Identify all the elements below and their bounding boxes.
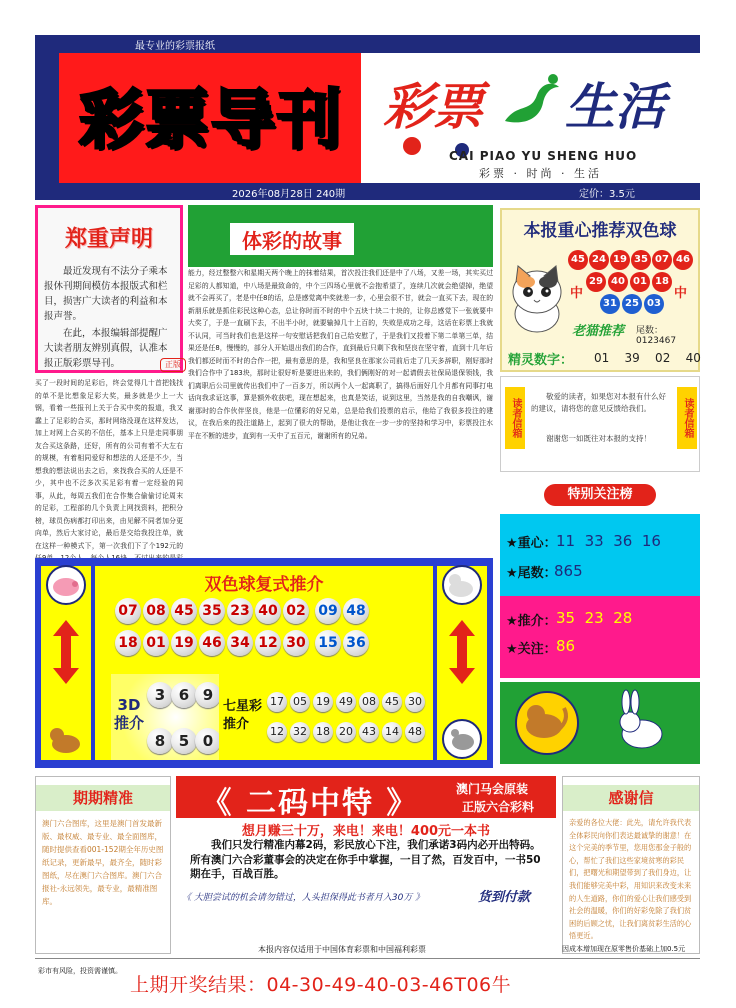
recommend-blue-ball: 25 xyxy=(622,294,642,314)
compound-blue-ball: 36 xyxy=(343,630,369,656)
compound-red-ball: 18 xyxy=(115,630,141,656)
spirit-nums: 01 39 02 40 xyxy=(594,351,701,365)
ad-footer: 《 大胆尝试的机会请勿错过，人头担保得此书者月入30万 》 xyxy=(182,893,425,903)
story-left-column: 买了一段时间的足彩后，终会觉得几十首把钱找的单不是比想象足彩大奖，最多就是少上一大钢，看着一些报刊上关于合买中奖的报道，我又蠢上了足彩的合买，那时网络没现在这样发达，加上对网上合买的不信任，基本上只是走同事朋友合买这条路，还好，所有的公司有着不大左右的规模，有着相同爱好和想法的人还是不少，当想我的想法说出去之后，来找我合买的人还是不少，其中也不泛多次买足彩有着一定经验的同事，从此，每周五我们在合作集合偷偷讨论周末的足彩，工程部的几个负责上网找资料，把积分榜，球员伤病都打印出来，由见解不同者加分更向单，然后大家讨论，最后是交给我投注单，就在这样一种模式下，第一次我们下了个192元的 xyxy=(35,379,183,550)
tagline: 最专业的彩票报纸 xyxy=(135,41,215,52)
compound-red-ball: 12 xyxy=(255,630,281,656)
d3-ball: 3 xyxy=(147,682,173,708)
special-watch-label: ★关注： xyxy=(506,642,557,657)
qxc-ball: 14 xyxy=(382,722,402,742)
recommend-red-ball: 18 xyxy=(652,272,672,292)
masthead-side-left xyxy=(35,53,59,200)
story-header xyxy=(188,205,493,267)
statement-box xyxy=(35,205,183,373)
swoosh-logo-icon xyxy=(497,73,565,133)
recommend-red-ball: 24 xyxy=(589,250,609,270)
special-push-value: 35 23 28 xyxy=(556,609,633,627)
d3-panel xyxy=(111,674,219,760)
tail-no: 尾数：0123467 xyxy=(636,326,677,346)
zhong-left: 中 xyxy=(570,286,584,301)
recommend-blue-ball: 31 xyxy=(600,294,620,314)
d3-ball: 5 xyxy=(171,728,197,754)
mailbox-thanks: 谢谢您一如既往对本报的支持！ xyxy=(546,434,651,443)
qxc-ball: 19 xyxy=(313,692,333,712)
spirit-label: 精灵数字： xyxy=(508,353,574,368)
ad-headline: 《 二码中特 》 xyxy=(201,786,419,821)
footer-center: 本报内容仅适用于中国体育彩票和中国福利彩票 xyxy=(258,945,426,954)
story-title: 体彩的故事 xyxy=(242,229,342,253)
compound-red-ball: 02 xyxy=(283,598,309,624)
recommend-title: 本报重心推荐双色球 xyxy=(523,221,677,241)
right-title xyxy=(379,67,689,137)
goat-icon xyxy=(441,564,483,606)
stamp-badge: 正版 xyxy=(160,358,186,372)
special-header xyxy=(500,476,700,514)
compound-blue-ball: 09 xyxy=(315,598,341,624)
special-tail-value: 865 xyxy=(554,562,583,580)
compound-balls xyxy=(115,598,435,662)
qxc-ball: 08 xyxy=(359,692,379,712)
precise-text: 澳门六合图库，这里是澳门首发最新版、最权威、最专业、最全面图库，随时提供查看001-152期全年历史图纸记录，更新最早，最齐全，随时彩图纸，尽在澳门六合图库。澳门六合报社-永远领先，最专业，最精准图库。 xyxy=(42,819,164,906)
up-down-arrow-right-icon xyxy=(449,620,475,684)
qxc-ball: 43 xyxy=(359,722,379,742)
footer-right: 因成本增加现在原零售价基础上加0.5元 xyxy=(562,945,686,953)
d3-ball: 6 xyxy=(171,682,197,708)
recommend-red-ball: 40 xyxy=(608,272,628,292)
thanks-text: 亲爱的各位大佬：此先，请允许我代表全体彩民向你们表达最诚挚的谢意！在这个完美的季节里，您用您那金子般的心，帮忙了我们这些家境贫寒的彩民们，把曙光和期望带到了我们身边，让我们能够完美中彩，用知识来改变未来的人生道路，你们的爱心让我们感受到社会的温暖，你们的好彩免除了我们贫困的后顾之忧，让我们离贫彩生活的心悟更近。 xyxy=(569,818,692,941)
qxc-panel xyxy=(219,676,433,758)
compound-red-ball: 30 xyxy=(283,630,309,656)
compound-red-ball: 40 xyxy=(255,598,281,624)
special-push-box xyxy=(500,596,700,678)
masthead-title: 彩票导刊 xyxy=(79,84,343,158)
compound-title: 双色球复式推介 xyxy=(204,575,324,595)
rabbit-icon xyxy=(608,690,674,756)
special-title: 特别关注榜 xyxy=(544,484,656,506)
qxc-ball: 18 xyxy=(313,722,333,742)
qxc-ball: 30 xyxy=(405,692,425,712)
recommend-red-ball: 01 xyxy=(630,272,650,292)
ad-pay: 货到付款 xyxy=(478,890,531,905)
compound-red-ball: 23 xyxy=(227,598,253,624)
masthead-title-box xyxy=(59,53,361,183)
qxc-label: 七星彩推介 xyxy=(223,699,263,732)
qxc-ball: 12 xyxy=(267,722,287,742)
mailbox-left-tag: 读者信箱 xyxy=(505,387,525,449)
up-down-arrow-left-icon xyxy=(53,620,79,684)
recommend-red-ball: 19 xyxy=(610,250,630,270)
precise-title: 期期精准 xyxy=(72,789,133,807)
mailbox-right-tag: 读者信箱 xyxy=(677,387,697,449)
compound-blue-ball: 48 xyxy=(343,598,369,624)
thanks-box xyxy=(562,776,700,954)
special-watch-value: 86 xyxy=(556,637,576,655)
d3-balls xyxy=(147,682,219,754)
cat-icon xyxy=(508,262,566,336)
monkey-icon xyxy=(514,690,580,756)
qxc-ball: 45 xyxy=(382,692,402,712)
ad-side2: 正版六合彩料 xyxy=(462,800,535,814)
recommend-balls xyxy=(568,250,696,320)
compound-red-ball: 45 xyxy=(171,598,197,624)
rat-icon xyxy=(441,718,483,760)
masthead-right xyxy=(361,53,700,183)
mailbox xyxy=(500,376,700,472)
d3-label: 3D推介 xyxy=(113,696,144,732)
date-issue: 2026年08月28日 240期 xyxy=(232,189,346,200)
statement-para2: 在此，本报编辑部提醒广大读者朋友辨别真假，认准本报正版彩票导刊。 xyxy=(44,328,168,369)
precise-box xyxy=(35,776,171,954)
compound-red-ball: 07 xyxy=(115,598,141,624)
special-tail-label: ★尾数： xyxy=(506,566,557,581)
special-center-label: ★重心： xyxy=(506,536,557,551)
qxc-ball: 17 xyxy=(267,692,287,712)
recommend-red-ball: 35 xyxy=(631,250,651,270)
masthead-info-bar xyxy=(59,183,700,200)
d3-ball: 8 xyxy=(147,728,173,754)
recommend-blue-ball: 03 xyxy=(644,294,664,314)
recommend-red-ball: 46 xyxy=(673,250,693,270)
masthead xyxy=(35,35,700,200)
recommend-red-ball: 07 xyxy=(652,250,672,270)
compound-red-ball: 01 xyxy=(143,630,169,656)
masthead-top-bar xyxy=(35,35,700,53)
qxc-ball: 48 xyxy=(405,722,425,742)
zhong-right: 中 xyxy=(674,286,688,301)
d3-ball: 9 xyxy=(195,682,221,708)
story-right-column: 能力，经过整整六和星期天两个晚上的抹着结果，首次投注我们还是中了八场，又差一场，其实买过足彩的人都知道，中八场是最致命的，中个三四场心里就不会抱希望了，连续几次就会绝望掉，绝望就不会再买了，老是中任8的话，总是感觉离中奖就差一步，心里会很不甘，就会一直买下去，现在的新朋乐就是抓住彩民这种心态，总让你时而不时的中个五块十块二十块的，让你总感觉下一张就要中大奖了，于是一直刷下去，不出半小时，就要输掉几十上百的，失败是成功之母，这话在彩票上我就不认同，可当时我们也是这样一句安慰话把我们自己给安慰了，于是我们又投着下第二单第三单，结果还是任8，慢慢的，部分人开始退出我们的合作，直到最后只剩下我和坚良在坚守着，直到十几年后我们都还时而不时的合作一把，最有意思的是，我和坚良在那家公司前后走了几天多辞职，刚好那时我们合作中了183块，那时让很好听是要进出来的，我们俩刚好的对一起请假去社保局退保领钱，我们离职后公司里就传出我们中了一百多万，所以两个人一起离职了，搞得后面好几个月都有同事打电话向我求证这事，算是额外收获吧，现在想起来，也真是笑话，说到这里，当然是我的自我嘲讽，谢谢那时的合作伙伴坚良，他是一位懂彩的好兄弟，总是给我们投票的启示，他给了我很多投注的建议，在我后来的投注道路上，起到了很大的帮助，是他让我在一步一步的坚持和学习中，彩票投注水平在不断的进步，直到有一天中了五百元，谢谢所有的兄弟。 xyxy=(188,269,493,440)
qxc-ball: 32 xyxy=(290,722,310,742)
footer-line xyxy=(35,958,700,959)
statement-title: 郑重声明 xyxy=(64,227,153,252)
zodiac-box xyxy=(500,682,700,764)
compound-blue-ball: 15 xyxy=(315,630,341,656)
slogan: 彩票 · 时尚 · 生活 xyxy=(479,167,602,180)
price: 定价：3.5元 xyxy=(579,189,635,200)
d3-ball: 0 xyxy=(195,728,221,754)
qxc-balls xyxy=(267,692,433,746)
compound-red-ball: 46 xyxy=(199,630,225,656)
recommend-red-ball: 29 xyxy=(586,272,606,292)
ad-body: 我们只发行精准内幕2码，彩民放心下注，我们承诺3码内必开出特码。所有澳门六合彩董事会的决定在你手中掌握，一目了然，百发百中，一书50期在手，百战百胜。 xyxy=(190,839,541,880)
footer-risk: 彩市有风险，投资需谨慎。 xyxy=(38,967,122,975)
recommend-red-ball: 45 xyxy=(568,250,588,270)
recommend-box xyxy=(500,208,700,372)
qxc-ball: 49 xyxy=(336,692,356,712)
cat-label: 老猫推荐 xyxy=(572,324,625,339)
right-title-a: 彩票 xyxy=(383,78,483,136)
pig-icon xyxy=(45,564,87,606)
compound-red-ball: 35 xyxy=(199,598,225,624)
last-result: 上期开奖结果：04-30-49-40-03-46T06牛 xyxy=(130,974,512,996)
pinyin: CAI PIAO YU SHENG HUO xyxy=(449,149,638,163)
special-center-value: 11 33 36 16 xyxy=(556,532,661,550)
qxc-ball: 20 xyxy=(336,722,356,742)
compound-red-ball: 08 xyxy=(143,598,169,624)
ad-side1: 澳门马会原装 xyxy=(456,782,529,796)
dog-icon xyxy=(45,718,87,760)
statement-para1: 最近发现有不法分子乘本报休刊期间模仿本报版式和栏目，损害广大读者的利益和本报声誉。 xyxy=(44,266,168,322)
special-center-box xyxy=(500,514,700,596)
qxc-ball: 05 xyxy=(290,692,310,712)
right-title-b: 生活 xyxy=(565,78,665,136)
ad-subline: 想月赚三十万，来电！来电！400元一本书 xyxy=(241,824,491,839)
ad-box xyxy=(176,776,556,908)
mailbox-text: 敬爱的读者，如果您对本报有什么好的建议，请将您的意见反馈给我们。 xyxy=(531,392,666,413)
special-push-label: ★推介： xyxy=(506,614,557,629)
compound-red-ball: 34 xyxy=(227,630,253,656)
compound-box xyxy=(35,558,493,768)
thanks-title: 感谢信 xyxy=(608,789,654,807)
compound-red-ball: 19 xyxy=(171,630,197,656)
